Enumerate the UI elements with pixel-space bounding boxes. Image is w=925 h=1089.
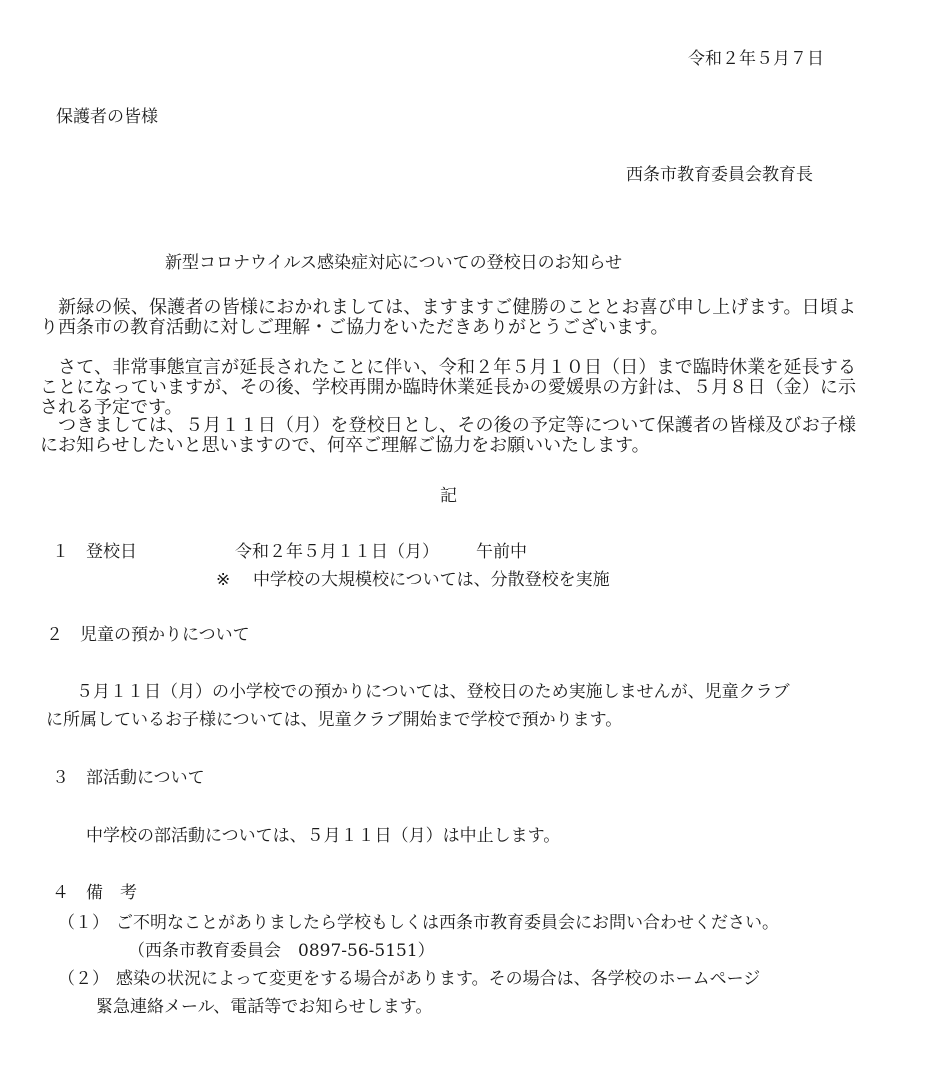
section-1-note: 中学校の大規模校については、分散登校を実施 [253, 570, 610, 590]
sender: 西条市教育委員会教育長 [626, 165, 813, 185]
remark-1-contact: （西条市教育委員会 0897-56-5151） [128, 941, 435, 961]
section-3-heading: 部活動について [86, 768, 205, 788]
section-2-body-line-1: ５月１１日（月）の小学校での預かりについては、登校日のため実施しませんが、児童クラブ [76, 682, 790, 702]
intro-paragraph-3: つきましては、５月１１日（月）を登校日とし、その後の予定等について保護者の皆様及びお子様にお知らせしたいと思いますので、何卒ご理解ご協力をお願いいたします。 [40, 415, 856, 456]
remark-1-text: ご不明なことがありましたら学校もしくは西条市教育委員会にお問い合わせください。 [116, 913, 779, 933]
section-1-date: 令和２年５月１１日（月） [235, 542, 439, 562]
section-4-number: ４ [52, 883, 69, 903]
intro-paragraph-2: さて、非常事態宣言が延長されたことに伴い、令和２年５月１０日（日）まで臨時休業を延長することになっていますが、その後、学校再開か臨時休業延長かの愛媛県の方針は、５月８日（金）に示される予定です。 [40, 357, 856, 418]
section-2-body-line-2: に所属しているお子様については、児童クラブ開始まで学校で預かります。 [46, 710, 623, 730]
remark-2-text: 感染の状況によって変更をする場合があります。その場合は、各学校のホームページ [116, 969, 761, 989]
section-1-time: 午前中 [476, 542, 527, 562]
ki-marker: 記 [440, 486, 457, 506]
section-1-number: １ [52, 542, 69, 562]
remark-2-text-continued: 緊急連絡メール、電話等でお知らせします。 [96, 997, 433, 1017]
document-title: 新型コロナウイルス感染症対応についての登校日のお知らせ [165, 253, 623, 273]
remark-2-number: （２） [58, 969, 109, 989]
section-3-number: ３ [52, 768, 69, 788]
intro-paragraph-1: 新緑の候、保護者の皆様におかれましては、ますますご健勝のこととお喜び申し上げます。日頃より西条市の教育活動に対しご理解・ご協力をいただきありがとうございます。 [40, 297, 856, 338]
section-2-number: ２ [46, 625, 63, 645]
section-1-note-mark: ※ [216, 570, 231, 590]
section-3-body: 中学校の部活動については、５月１１日（月）は中止します。 [86, 826, 561, 846]
document-date: 令和２年５月７日 [688, 49, 824, 69]
section-2-heading: 児童の預かりについて [80, 625, 250, 645]
recipient: 保護者の皆様 [56, 107, 158, 127]
section-1-heading: 登校日 [86, 542, 137, 562]
remark-1-number: （１） [58, 913, 109, 933]
section-4-heading: 備 考 [86, 883, 137, 903]
